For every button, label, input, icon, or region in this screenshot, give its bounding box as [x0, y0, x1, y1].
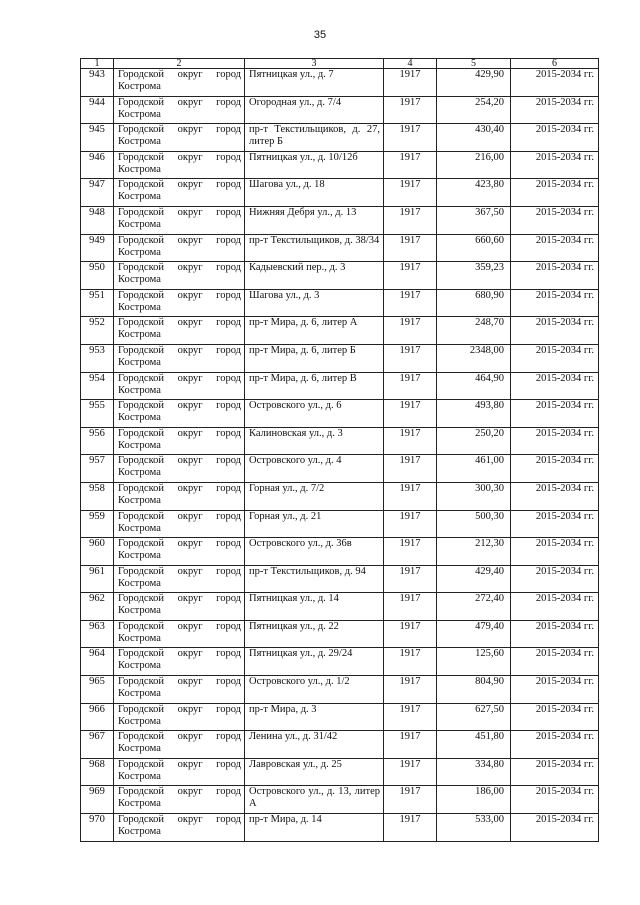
- table-row: [81, 482, 599, 510]
- row-number: 944: [81, 96, 114, 124]
- area-cell: 430,40: [437, 124, 511, 152]
- municipality-cell: Городской округ город Кострома: [114, 455, 245, 483]
- period-cell: 2015-2034 гг.: [511, 510, 599, 538]
- year-cell: 1917: [384, 151, 437, 179]
- row-number: 950: [81, 262, 114, 290]
- year-cell: 1917: [384, 538, 437, 566]
- area-cell: 423,80: [437, 179, 511, 207]
- area-cell: 429,40: [437, 565, 511, 593]
- year-cell: 1917: [384, 786, 437, 814]
- area-cell: 660,60: [437, 234, 511, 262]
- area-cell: 804,90: [437, 676, 511, 704]
- column-header: 4: [384, 59, 437, 69]
- row-number: 953: [81, 344, 114, 372]
- address-cell: Пятницкая ул., д. 10/12б: [245, 151, 384, 179]
- period-cell: 2015-2034 гг.: [511, 814, 599, 842]
- year-cell: 1917: [384, 96, 437, 124]
- year-cell: 1917: [384, 234, 437, 262]
- area-cell: 500,30: [437, 510, 511, 538]
- row-number: 946: [81, 151, 114, 179]
- row-number: 945: [81, 124, 114, 152]
- period-cell: 2015-2034 гг.: [511, 620, 599, 648]
- area-cell: 125,60: [437, 648, 511, 676]
- period-cell: 2015-2034 гг.: [511, 786, 599, 814]
- row-number: 967: [81, 731, 114, 759]
- address-cell: Пятницкая ул., д. 22: [245, 620, 384, 648]
- register-table: [80, 58, 599, 842]
- year-cell: 1917: [384, 565, 437, 593]
- municipality-cell: Городской округ город Кострома: [114, 206, 245, 234]
- table-row: [81, 758, 599, 786]
- column-number-row: [81, 59, 599, 69]
- address-cell: Пятницкая ул., д. 14: [245, 593, 384, 621]
- row-number: 943: [81, 69, 114, 97]
- area-cell: 254,20: [437, 96, 511, 124]
- period-cell: 2015-2034 гг.: [511, 427, 599, 455]
- area-cell: 680,90: [437, 289, 511, 317]
- address-cell: Шагова ул., д. 18: [245, 179, 384, 207]
- table-row: [81, 179, 599, 207]
- period-cell: 2015-2034 гг.: [511, 262, 599, 290]
- period-cell: 2015-2034 гг.: [511, 455, 599, 483]
- area-cell: 429,90: [437, 69, 511, 97]
- period-cell: 2015-2034 гг.: [511, 703, 599, 731]
- table-row: [81, 565, 599, 593]
- row-number: 956: [81, 427, 114, 455]
- year-cell: 1917: [384, 593, 437, 621]
- area-cell: 186,00: [437, 786, 511, 814]
- table-row: [81, 400, 599, 428]
- municipality-cell: Городской округ город Кострома: [114, 510, 245, 538]
- period-cell: 2015-2034 гг.: [511, 565, 599, 593]
- year-cell: 1917: [384, 482, 437, 510]
- table-row: [81, 538, 599, 566]
- table-row: [81, 317, 599, 345]
- period-cell: 2015-2034 гг.: [511, 593, 599, 621]
- municipality-cell: Городской округ город Кострома: [114, 427, 245, 455]
- row-number: 947: [81, 179, 114, 207]
- area-cell: 533,00: [437, 814, 511, 842]
- table-row: [81, 96, 599, 124]
- row-number: 949: [81, 234, 114, 262]
- address-cell: пр-т Текстильщиков, д. 38/34: [245, 234, 384, 262]
- address-cell: Ленина ул., д. 31/42: [245, 731, 384, 759]
- address-cell: Нижняя Дебря ул., д. 13: [245, 206, 384, 234]
- area-cell: 300,30: [437, 482, 511, 510]
- area-cell: 461,00: [437, 455, 511, 483]
- area-cell: 272,40: [437, 593, 511, 621]
- address-cell: Островского ул., д. 4: [245, 455, 384, 483]
- area-cell: 479,40: [437, 620, 511, 648]
- column-header: 1: [81, 59, 114, 69]
- table-row: [81, 262, 599, 290]
- table-row: [81, 372, 599, 400]
- municipality-cell: Городской округ город Кострома: [114, 179, 245, 207]
- period-cell: 2015-2034 гг.: [511, 206, 599, 234]
- address-cell: пр-т Мира, д. 14: [245, 814, 384, 842]
- area-cell: 2348,00: [437, 344, 511, 372]
- municipality-cell: Городской округ город Кострома: [114, 400, 245, 428]
- period-cell: 2015-2034 гг.: [511, 179, 599, 207]
- area-cell: 464,90: [437, 372, 511, 400]
- municipality-cell: Городской округ город Кострома: [114, 372, 245, 400]
- table-row: [81, 620, 599, 648]
- table-row: [81, 676, 599, 704]
- municipality-cell: Городской округ город Кострома: [114, 648, 245, 676]
- table-row: [81, 510, 599, 538]
- area-cell: 248,70: [437, 317, 511, 345]
- table-row: [81, 455, 599, 483]
- row-number: 962: [81, 593, 114, 621]
- row-number: 959: [81, 510, 114, 538]
- municipality-cell: Городской округ город Кострома: [114, 758, 245, 786]
- period-cell: 2015-2034 гг.: [511, 234, 599, 262]
- municipality-cell: Городской округ город Кострома: [114, 676, 245, 704]
- municipality-cell: Городской округ город Кострома: [114, 151, 245, 179]
- address-cell: пр-т Мира, д. 6, литер А: [245, 317, 384, 345]
- row-number: 966: [81, 703, 114, 731]
- year-cell: 1917: [384, 814, 437, 842]
- address-cell: Лавровская ул., д. 25: [245, 758, 384, 786]
- row-number: 965: [81, 676, 114, 704]
- address-cell: Калиновская ул., д. 3: [245, 427, 384, 455]
- year-cell: 1917: [384, 372, 437, 400]
- column-header: 2: [114, 59, 245, 69]
- municipality-cell: Городской округ город Кострома: [114, 124, 245, 152]
- year-cell: 1917: [384, 69, 437, 97]
- table-row: [81, 289, 599, 317]
- table-row: [81, 234, 599, 262]
- address-cell: пр-т Мира, д. 6, литер В: [245, 372, 384, 400]
- address-cell: Горная ул., д. 7/2: [245, 482, 384, 510]
- row-number: 968: [81, 758, 114, 786]
- period-cell: 2015-2034 гг.: [511, 96, 599, 124]
- municipality-cell: Городской округ город Кострома: [114, 593, 245, 621]
- column-header: 5: [437, 59, 511, 69]
- table-row: [81, 731, 599, 759]
- period-cell: 2015-2034 гг.: [511, 538, 599, 566]
- year-cell: 1917: [384, 620, 437, 648]
- area-cell: 212,30: [437, 538, 511, 566]
- year-cell: 1917: [384, 510, 437, 538]
- period-cell: 2015-2034 гг.: [511, 648, 599, 676]
- table-row: [81, 648, 599, 676]
- table-row: [81, 814, 599, 842]
- period-cell: 2015-2034 гг.: [511, 344, 599, 372]
- period-cell: 2015-2034 гг.: [511, 317, 599, 345]
- year-cell: 1917: [384, 179, 437, 207]
- year-cell: 1917: [384, 124, 437, 152]
- row-number: 963: [81, 620, 114, 648]
- table-row: [81, 786, 599, 814]
- row-number: 970: [81, 814, 114, 842]
- municipality-cell: Городской округ город Кострома: [114, 703, 245, 731]
- year-cell: 1917: [384, 676, 437, 704]
- area-cell: 359,23: [437, 262, 511, 290]
- address-cell: пр-т Текстильщиков, д. 94: [245, 565, 384, 593]
- municipality-cell: Городской округ город Кострома: [114, 620, 245, 648]
- area-cell: 250,20: [437, 427, 511, 455]
- address-cell: Островского ул., д. 36в: [245, 538, 384, 566]
- year-cell: 1917: [384, 703, 437, 731]
- address-cell: Шагова ул., д. 3: [245, 289, 384, 317]
- table-row: [81, 206, 599, 234]
- table-row: [81, 151, 599, 179]
- year-cell: 1917: [384, 317, 437, 345]
- row-number: 951: [81, 289, 114, 317]
- municipality-cell: Городской округ город Кострома: [114, 538, 245, 566]
- address-cell: Островского ул., д. 13, литер А: [245, 786, 384, 814]
- period-cell: 2015-2034 гг.: [511, 758, 599, 786]
- column-header: 6: [511, 59, 599, 69]
- period-cell: 2015-2034 гг.: [511, 400, 599, 428]
- address-cell: пр-т Мира, д. 6, литер Б: [245, 344, 384, 372]
- municipality-cell: Городской округ город Кострома: [114, 317, 245, 345]
- address-cell: пр-т Мира, д. 3: [245, 703, 384, 731]
- area-cell: 334,80: [437, 758, 511, 786]
- year-cell: 1917: [384, 206, 437, 234]
- row-number: 948: [81, 206, 114, 234]
- period-cell: 2015-2034 гг.: [511, 731, 599, 759]
- municipality-cell: Городской округ город Кострома: [114, 69, 245, 97]
- table-row: [81, 124, 599, 152]
- municipality-cell: Городской округ город Кострома: [114, 289, 245, 317]
- year-cell: 1917: [384, 648, 437, 676]
- municipality-cell: Городской округ город Кострома: [114, 344, 245, 372]
- address-cell: пр-т Текстильщиков, д. 27, литер Б: [245, 124, 384, 152]
- page-number: 35: [313, 29, 327, 41]
- area-cell: 367,50: [437, 206, 511, 234]
- table-body: [81, 69, 599, 842]
- area-cell: 451,80: [437, 731, 511, 759]
- address-cell: Пятницкая ул., д. 29/24: [245, 648, 384, 676]
- period-cell: 2015-2034 гг.: [511, 124, 599, 152]
- housing-table: [80, 58, 598, 842]
- municipality-cell: Городской округ город Кострома: [114, 731, 245, 759]
- municipality-cell: Городской округ город Кострома: [114, 814, 245, 842]
- area-cell: 493,80: [437, 400, 511, 428]
- year-cell: 1917: [384, 289, 437, 317]
- table-row: [81, 69, 599, 97]
- period-cell: 2015-2034 гг.: [511, 676, 599, 704]
- table-row: [81, 703, 599, 731]
- table-row: [81, 427, 599, 455]
- column-header: 3: [245, 59, 384, 69]
- row-number: 955: [81, 400, 114, 428]
- year-cell: 1917: [384, 758, 437, 786]
- year-cell: 1917: [384, 731, 437, 759]
- municipality-cell: Городской округ город Кострома: [114, 786, 245, 814]
- address-cell: Островского ул., д. 6: [245, 400, 384, 428]
- year-cell: 1917: [384, 400, 437, 428]
- period-cell: 2015-2034 гг.: [511, 482, 599, 510]
- area-cell: 627,50: [437, 703, 511, 731]
- municipality-cell: Городской округ город Кострома: [114, 96, 245, 124]
- municipality-cell: Городской округ город Кострома: [114, 234, 245, 262]
- period-cell: 2015-2034 гг.: [511, 372, 599, 400]
- row-number: 961: [81, 565, 114, 593]
- row-number: 958: [81, 482, 114, 510]
- table-row: [81, 593, 599, 621]
- municipality-cell: Городской округ город Кострома: [114, 482, 245, 510]
- address-cell: Пятницкая ул., д. 7: [245, 69, 384, 97]
- area-cell: 216,00: [437, 151, 511, 179]
- row-number: 957: [81, 455, 114, 483]
- period-cell: 2015-2034 гг.: [511, 69, 599, 97]
- row-number: 969: [81, 786, 114, 814]
- period-cell: 2015-2034 гг.: [511, 151, 599, 179]
- address-cell: Островского ул., д. 1/2: [245, 676, 384, 704]
- year-cell: 1917: [384, 262, 437, 290]
- table-row: [81, 344, 599, 372]
- row-number: 954: [81, 372, 114, 400]
- row-number: 964: [81, 648, 114, 676]
- year-cell: 1917: [384, 344, 437, 372]
- year-cell: 1917: [384, 455, 437, 483]
- municipality-cell: Городской округ город Кострома: [114, 565, 245, 593]
- address-cell: Кадыевский пер., д. 3: [245, 262, 384, 290]
- row-number: 960: [81, 538, 114, 566]
- address-cell: Горная ул., д. 21: [245, 510, 384, 538]
- municipality-cell: Городской округ город Кострома: [114, 262, 245, 290]
- period-cell: 2015-2034 гг.: [511, 289, 599, 317]
- address-cell: Огородная ул., д. 7/4: [245, 96, 384, 124]
- row-number: 952: [81, 317, 114, 345]
- year-cell: 1917: [384, 427, 437, 455]
